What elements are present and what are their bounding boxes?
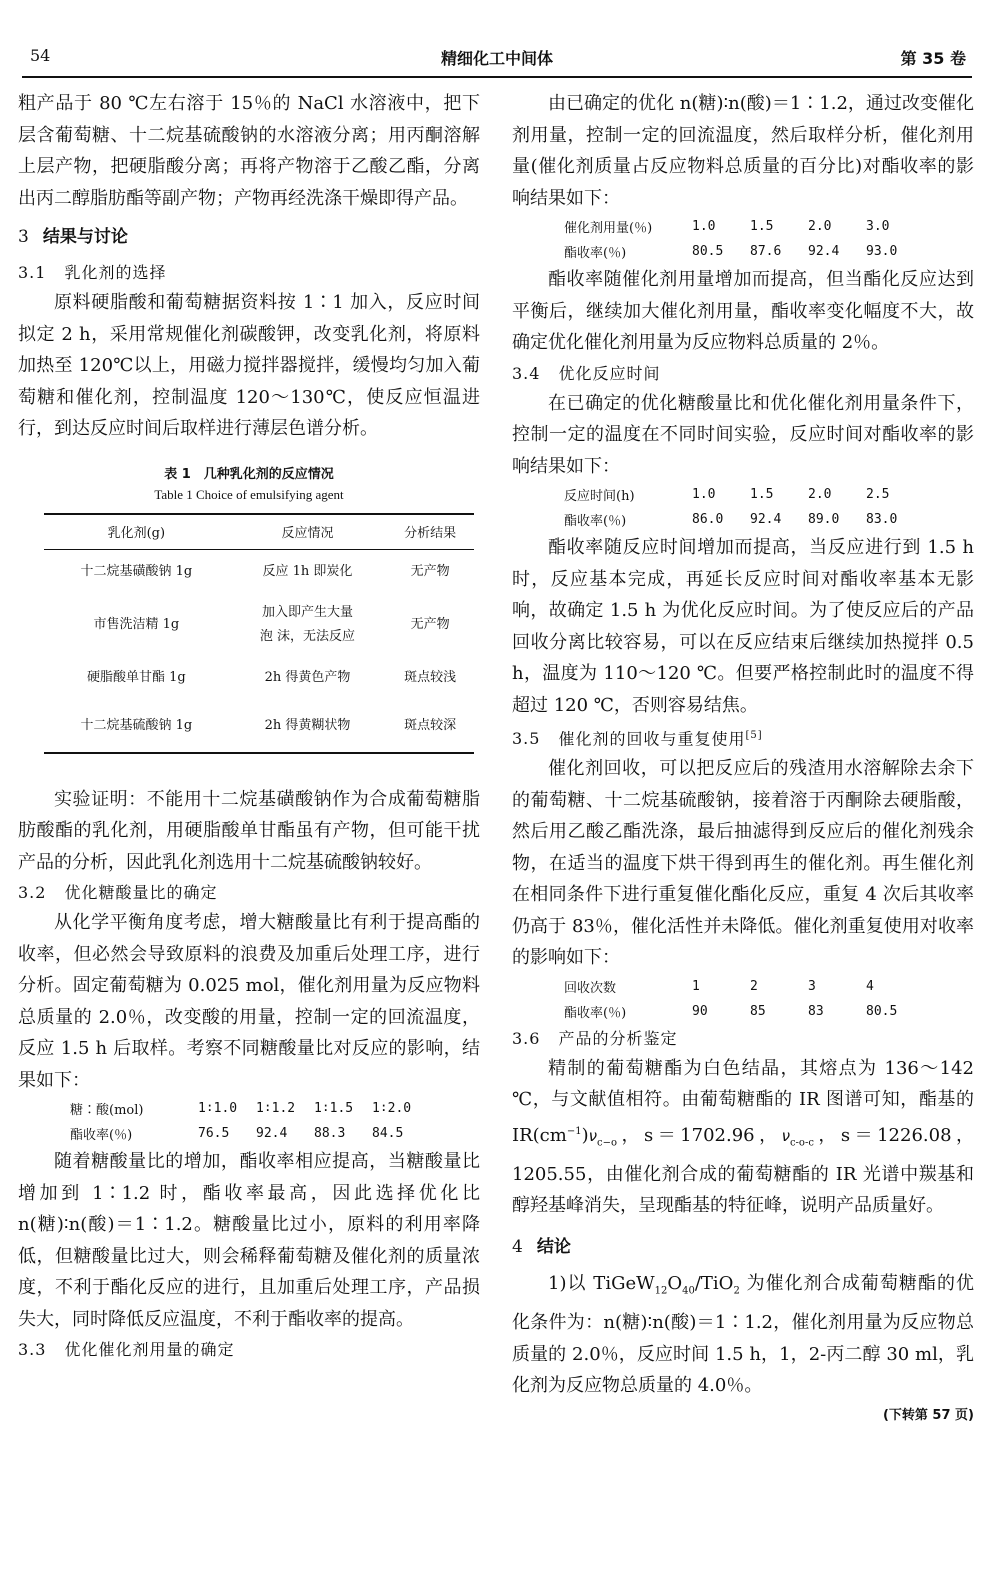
row-label: 糖∶酸(mol) <box>70 1103 144 1118</box>
subscript: c-o-c <box>789 1137 814 1149</box>
table-cell: 斑点较浅 <box>404 669 457 685</box>
table-header-cell: 分析结果 <box>386 514 474 550</box>
table-cell: 1∶2.0 <box>372 1101 412 1116</box>
subscript: c−o <box>597 1137 618 1149</box>
paragraph-time-discussion: 酯收率随反应时间增加而提高，当反应进行到 1.5 h 时，反应基本完成，再延长反应时间对酯收率基本无影响，故确定 1.5 h 为优化反应时间。为了使反应后的产品回收分离比较容易，可以在反应结束后继续加热搅拌 0.5 h，温度为 110～120 ℃。但要严格控制此时的温度不得超过 120 ℃，否则容易结焦。 <box>512 537 974 716</box>
table-1-caption-cn: 表 1 几种乳化剂的反应情况 <box>164 466 334 482</box>
subscript: 12 <box>654 1285 668 1297</box>
table-cell: 86.0 <box>692 512 724 527</box>
subsection-title: 乳化剂的选择 <box>64 263 167 282</box>
table-cell: 85 <box>750 1003 766 1019</box>
row-label: 酯收率(％) <box>564 246 627 261</box>
text-run: /TiO <box>694 1272 734 1294</box>
table-cell: 无产物 <box>410 616 450 632</box>
row-label: 酯收率(％) <box>70 1128 133 1143</box>
row-label: 酯收率(％) <box>564 1005 627 1021</box>
subsection-number: 3.2 <box>18 883 47 902</box>
table-cell: 92.4 <box>750 512 782 527</box>
table-cell-line: 泡 沫，无法反应 <box>259 628 356 644</box>
table-cell: 2 <box>750 978 758 994</box>
section-4-heading <box>512 1232 974 1262</box>
table-cell: 1.0 <box>692 219 716 234</box>
section-title: 结果与讨论 <box>42 227 128 247</box>
table-cell: 89.0 <box>808 512 840 527</box>
section-3-heading <box>18 222 480 252</box>
page-header <box>22 40 972 78</box>
text-run: ，s＝1702.96， <box>617 1124 782 1146</box>
greek-nu: ν <box>781 1126 790 1145</box>
table-cell: 84.5 <box>372 1126 404 1141</box>
table-cell: 3 <box>808 978 816 994</box>
paragraph-experiment-proof: 实验证明：不能用十二烷基磺酸钠作为合成葡萄糖脂肪酸酯的乳化剂，用硬脂酸单甘酯虽有产物，但可能干扰产品的分析，因此乳化剂选用十二烷基硫酸钠较好。 <box>18 788 480 873</box>
table-cell: 2.0 <box>808 487 832 502</box>
table-cell: 反应 1h 即炭化 <box>262 563 353 579</box>
table-row <box>564 507 924 532</box>
section-3-2-heading <box>18 878 480 907</box>
table-cell: 硬脂酸单甘酯 1g <box>86 669 186 685</box>
subsection-title: 优化反应时间 <box>558 363 661 383</box>
table-cell: 90 <box>692 1003 708 1019</box>
subsection-number: 3.4 <box>512 363 541 383</box>
paragraph-catalyst-method: 由已确定的优化 n(糖)∶n(酸)＝1∶1.2，通过改变催化剂用量，控制一定的回流温度，然后取样分析，催化剂用量(催化剂质量占反应物料总质量的百分比)对酯收率的影响结果如下： <box>512 93 974 209</box>
table-cell: 88.3 <box>314 1126 346 1141</box>
row-label: 反应时间(h) <box>564 489 635 504</box>
paragraph-time-method: 在已确定的优化糖酸量比和优化催化剂用量条件下，控制一定的温度在不同时间实验，反应时间对酯收率的影响结果如下： <box>512 392 974 477</box>
row-label: 回收次数 <box>564 980 617 996</box>
table-row <box>44 594 474 656</box>
subsection-number: 3.6 <box>512 1028 541 1048</box>
table-cell: 无产物 <box>410 563 450 579</box>
table-cell: 1.5 <box>750 487 774 502</box>
table-cell: 87.6 <box>750 244 782 259</box>
text-run: 为催化剂合成葡萄糖酯的优化条件为：n(糖)∶n(酸)＝1∶1.2，催化剂用量为反应物总质量的 2.0％，反应时间 1.5 h，1，2-丙二醇 30 ml，乳化剂为反应物总质量的 4.0％。 <box>512 1272 974 1397</box>
table-row <box>564 214 924 239</box>
table-row <box>564 999 924 1024</box>
table-header-cell: 反应情况 <box>229 514 387 550</box>
citation-ref: [5] <box>745 730 763 741</box>
table-cell: 斑点较深 <box>386 700 474 753</box>
paragraph-catalyst-recovery: 催化剂回收，可以把反应后的残渣用水溶解除去余下的葡萄糖、十二烷基硫酸钠，接着溶于丙酮除去硬脂酸，然后用乙酸乙酯洗涤，最后抽滤得到反应后的催化剂残余物，在适当的温度下烘干得到再生的催化剂。再生催化剂在相同条件下进行重复催化酯化反应，重复 4 次后其收率仍高于 83％，催化活性并未降低。催化剂重复使用对收率的影响如下： <box>512 758 974 969</box>
subscript: 2 <box>733 1285 740 1297</box>
table-cell: 1∶1.0 <box>198 1101 238 1116</box>
ratio-yield-table <box>70 1096 430 1146</box>
table-cell <box>229 594 387 656</box>
subsection-title: 产品的分析鉴定 <box>558 1028 678 1048</box>
paragraph-emulsifier-method: 原料硬脂酸和葡萄糖据资料按 1∶1 加入，反应时间拟定 2 h，采用常规催化剂碳酸钾，改变乳化剂，将原料加热至 120℃以上，用磁力搅拌器搅拌，缓慢均匀加入葡萄糖和催化剂，控制温度 120～130℃，使反应恒温进行，到达反应时间后取样进行薄层色谱分析。 <box>18 292 480 439</box>
row-label: 催化剂用量(％) <box>564 221 653 236</box>
volume-label: 第 35 卷 <box>900 49 966 68</box>
table-cell: 83.0 <box>866 512 898 527</box>
page-number: 54 <box>30 46 51 65</box>
emulsifier-table <box>44 513 474 754</box>
table-cell: 3.0 <box>866 219 890 234</box>
table-cell: 83 <box>808 1003 824 1019</box>
table-row <box>70 1096 430 1121</box>
table-row <box>564 974 924 999</box>
table-header-cell: 乳化剂(g) <box>44 514 229 550</box>
table-cell: 76.5 <box>198 1126 230 1141</box>
row-label: 酯收率(％) <box>564 514 627 529</box>
table-cell: 92.4 <box>808 244 840 259</box>
table-cell: 2h 得黄糊状物 <box>229 700 387 753</box>
text-run: ) <box>581 1124 589 1146</box>
subsection-number: 3.5 <box>512 729 541 749</box>
table-cell: 十二烷基磺酸钠 1g <box>80 563 193 579</box>
section-number: 4 <box>512 1236 523 1257</box>
table-cell-line: 加入即产生大量 <box>261 604 353 620</box>
section-title: 结论 <box>536 1236 571 1257</box>
subsection-number: 3.3 <box>18 1340 47 1359</box>
table-cell: 2.5 <box>866 487 890 502</box>
table-cell: 93.0 <box>866 244 898 259</box>
table-cell: 2.0 <box>808 219 832 234</box>
table-cell: 1.5 <box>750 219 774 234</box>
subsection-title: 优化催化剂用量的确定 <box>64 1340 235 1359</box>
section-3-3-heading <box>18 1335 480 1364</box>
table-row <box>44 549 474 594</box>
subsection-title: 催化剂的回收与重复使用 <box>558 729 746 749</box>
continued-note: (下转第 57 页) <box>882 1407 974 1423</box>
left-column <box>18 88 480 1364</box>
right-column <box>512 88 974 1423</box>
time-yield-table <box>564 482 924 532</box>
paragraph-ratio-discussion: 随着糖酸量比的增加，酯收率相应提高，当糖酸量比增加到 1∶1.2 时，酯收率最高，因此选择优化比 n(糖)∶n(酸)＝1∶1.2。糖酸量比过小，原料的利用率降低，但糖酸量比过大，则会稀释葡萄糖及催化剂的质量浓度，不利于酯化反应的进行，且加重后处理工序，产品损失大，同时降低反应温度，不利于酯收率的提高。 <box>18 1151 480 1330</box>
section-3-4-heading <box>512 359 974 388</box>
paragraph-crude-product: 粗产品于 80 ℃左右溶于 15％的 NaCl 水溶液中，把下层含葡萄糖、十二烷基硫酸钠的水溶液分离；用丙酮溶解上层产物，把硬脂酸分离；再将产物溶于乙酸乙酯，分离出丙二醇脂肪酯等副产物；产物再经洗涤干燥即得产品。 <box>18 93 480 209</box>
text-run: 精制的葡萄糖酯为白色结晶，其熔点为 136～142 ℃，与文献值相符。由葡萄糖酯的 IR 图谱可知，酯基的 IR(cm <box>512 1057 974 1146</box>
catalyst-yield-table <box>564 214 924 264</box>
greek-nu: ν <box>588 1126 598 1145</box>
superscript: −1 <box>566 1125 582 1137</box>
table-cell: 92.4 <box>256 1126 288 1141</box>
subscript: 40 <box>682 1285 695 1297</box>
paragraph-ratio-method: 从化学平衡角度考虑，增大糖酸量比有利于提高酯的收率，但必然会导致原料的浪费及加重后处理工序，进行分析。固定葡萄糖为 0.025 mol，催化剂用量为反应物料总质量的 2.0％，改变酸的用量，控制一定的回流温度，反应 1.5 h 后取样。考察不同糖酸量比对反应的影响，结果如下： <box>18 912 480 1091</box>
text-run: O <box>667 1272 683 1294</box>
table-cell: 4 <box>866 978 874 994</box>
table-row <box>564 239 924 264</box>
table-cell: 1∶1.2 <box>256 1101 296 1116</box>
subsection-number: 3.1 <box>18 263 47 282</box>
table-cell: 十二烷基硫酸钠 1g <box>44 700 229 753</box>
table-row <box>564 482 924 507</box>
table-cell: 1∶1.5 <box>314 1101 354 1116</box>
journal-name: 精细化工中间体 <box>440 49 553 68</box>
text-run: 1)以 TiGeW <box>548 1272 655 1294</box>
section-number: 3 <box>18 227 29 247</box>
table-cell: 1 <box>692 978 700 994</box>
reuse-yield-table <box>564 974 924 1024</box>
paragraph-product-analysis <box>512 1053 974 1222</box>
table-row <box>44 700 474 753</box>
section-3-6-heading <box>512 1024 974 1053</box>
paragraph-catalyst-discussion: 酯收率随催化剂用量增加而提高，但当酯化反应达到平衡后，继续加大催化剂用量，酯收率变化幅度不大，故确定优化催化剂用量为反应物料总质量的 2％。 <box>512 269 974 353</box>
table-cell: 80.5 <box>866 1003 898 1019</box>
section-3-1-heading <box>18 258 480 287</box>
subsection-title: 优化糖酸量比的确定 <box>64 883 218 902</box>
section-3-5-heading <box>512 721 974 753</box>
table-1-caption-en: Table 1 Choice of emulsifying agent <box>154 486 344 502</box>
paragraph-conclusion <box>512 1268 974 1402</box>
table-cell: 市售洗洁精 1g <box>93 616 180 632</box>
table-row <box>70 1121 430 1146</box>
table-cell: 80.5 <box>692 244 724 259</box>
table-header-row <box>44 514 474 550</box>
table-row <box>44 656 474 700</box>
text-run: ，s＝1226.08，1205.55，由催化剂合成的葡萄糖酯的 IR 光谱中羰基和醇羟基峰消失，呈现酯基的特征峰，说明产品质量好。 <box>512 1124 975 1217</box>
table-cell: 1.0 <box>692 487 716 502</box>
table-cell: 2h 得黄色产物 <box>264 669 351 685</box>
